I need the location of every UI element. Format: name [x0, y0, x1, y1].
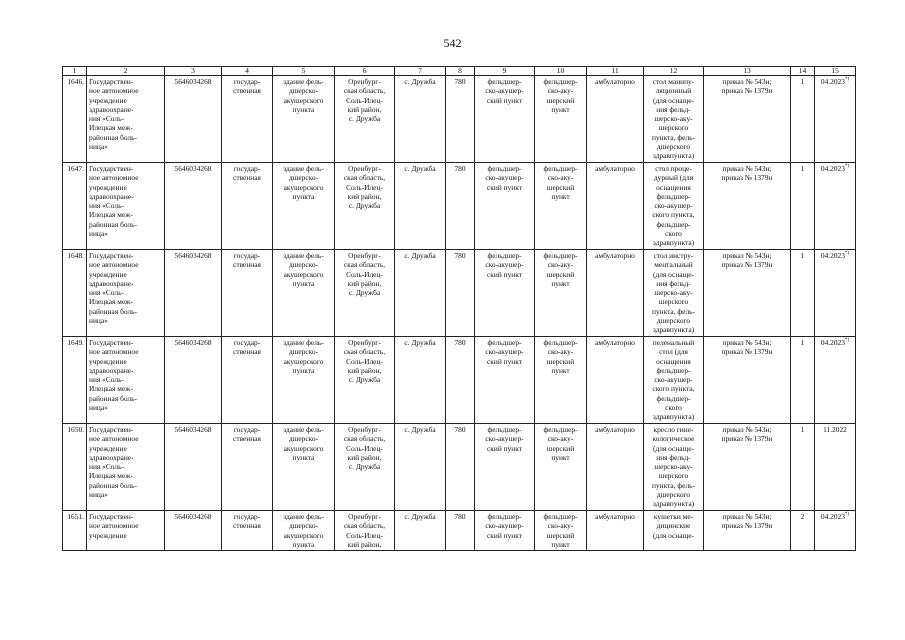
building-cell: здание фель- дшерско- акушерского пункта	[273, 163, 335, 250]
address-cell: Оренбург- ская область, Соль-Илец- кий район,	[335, 511, 395, 551]
date-value: 04.2023	[820, 512, 845, 521]
ownership-cell: государ- ственная	[222, 163, 273, 250]
facility-type-cell: фельдшер- ско-акушер- ский пункт	[475, 250, 535, 337]
inn-cell: 5646034268	[165, 511, 222, 551]
page-number: 542	[443, 36, 462, 50]
date-cell	[815, 163, 856, 250]
col-number-cell: 7	[395, 67, 446, 76]
date-value: 11.2022	[823, 425, 847, 434]
address-cell: Оренбург- ская область, Соль-Илец- кий район, с. Дружба	[335, 250, 395, 337]
unit-cell: фельдшер- ско-аку- шерский пункт	[535, 76, 587, 163]
inn-cell: 5646034268	[165, 76, 222, 163]
unit-cell: фельдшер- ско-аку- шерский пункт	[535, 511, 587, 551]
date-value: 04.2023	[820, 164, 845, 173]
row-number-cell: 1650.	[63, 424, 87, 511]
organization-cell: Государствен- ное автономное учреждение	[87, 511, 165, 551]
code-cell: 780	[446, 337, 475, 424]
inn-cell: 5646034268	[165, 337, 222, 424]
col-number-cell: 2	[87, 67, 165, 76]
date-cell	[815, 424, 856, 511]
date-value: 04.2023	[820, 77, 845, 86]
order-cell: приказ № 543н; приказ № 1379н	[704, 250, 791, 337]
quantity-cell: 1	[791, 76, 815, 163]
col-number-cell: 9	[475, 67, 535, 76]
col-number-cell: 11	[587, 67, 644, 76]
date-cell	[815, 511, 856, 551]
table-body	[63, 76, 856, 551]
ownership-cell: государ- ственная	[222, 424, 273, 511]
date-value: 04.2023	[820, 251, 845, 260]
equipment-cell: кресло гине- кологическое (для оснаще- ния фельд- шерско-аку- шерского пункта, фель- дшерского здравпункта)	[644, 424, 704, 511]
village-cell: с. Дружба	[395, 76, 446, 163]
organization-cell: Государствен- ное автономное учреждение здравоохране- ния «Соль- Илецкая меж- районная боль- ница»	[87, 424, 165, 511]
organization-cell: Государствен- ное автономное учреждение здравоохране- ния «Соль- Илецкая меж- районная боль- ница»	[87, 76, 165, 163]
code-cell: 780	[446, 76, 475, 163]
organization-cell: Государствен- ное автономное учреждение здравоохране- ния «Соль- Илецкая меж- районная боль- ница»	[87, 163, 165, 250]
ownership-cell: государ- ственная	[222, 76, 273, 163]
date-cell	[815, 76, 856, 163]
building-cell: здание фель- дшерско- акушерского пункта	[273, 250, 335, 337]
unit-cell: фельдшер- ско-аку- шерский пункт	[535, 163, 587, 250]
unit-cell: фельдшер- ско-аку- шерский пункт	[535, 250, 587, 337]
building-cell: здание фель- дшерско- акушерского пункта	[273, 424, 335, 511]
table-row	[63, 337, 856, 424]
village-cell: с. Дружба	[395, 511, 446, 551]
equipment-cell: стол манипу- ляционный (для оснаще- ния фельд- шерско-аку- шерского пункта, фель- дшерского здравпункта)	[644, 76, 704, 163]
ownership-cell: государ- ственная	[222, 250, 273, 337]
condition-cell: амбулаторно	[587, 337, 644, 424]
col-number-cell: 12	[644, 67, 704, 76]
order-cell: приказ № 543н; приказ № 1379н	[704, 163, 791, 250]
table-row	[63, 424, 856, 511]
column-number-row	[63, 67, 856, 76]
col-number-cell: 13	[704, 67, 791, 76]
quantity-cell: 1	[791, 424, 815, 511]
code-cell: 780	[446, 163, 475, 250]
order-cell: приказ № 543н; приказ № 1379н	[704, 337, 791, 424]
facility-type-cell: фельдшер- ско-акушер- ский пункт	[475, 511, 535, 551]
col-number-cell: 15	[815, 67, 856, 76]
inn-cell: 5646034268	[165, 163, 222, 250]
footnote-marker: *)	[844, 77, 850, 82]
address-cell: Оренбург- ская область, Соль-Илец- кий район, с. Дружба	[335, 337, 395, 424]
ownership-cell: государ- ственная	[222, 337, 273, 424]
code-cell: 780	[446, 424, 475, 511]
row-number-cell: 1647.	[63, 163, 87, 250]
footnote-marker: *)	[844, 338, 850, 343]
address-cell: Оренбург- ская область, Соль-Илец- кий район, с. Дружба	[335, 76, 395, 163]
facility-type-cell: фельдшер- ско-акушер- ский пункт	[475, 424, 535, 511]
code-cell: 780	[446, 511, 475, 551]
unit-cell: фельдшер- ско-аку- шерский пункт	[535, 337, 587, 424]
condition-cell: амбулаторно	[587, 250, 644, 337]
row-number-cell: 1648.	[63, 250, 87, 337]
inn-cell: 5646034268	[165, 424, 222, 511]
equipment-cell: стол инстру- ментальный (для оснаще- ния фельд- шерско-аку- шерского пункта, фель- дшерского здравпункта)	[644, 250, 704, 337]
village-cell: с. Дружба	[395, 337, 446, 424]
facility-type-cell: фельдшер- ско-акушер- ский пункт	[475, 163, 535, 250]
organization-cell: Государствен- ное автономное учреждение здравоохране- ния «Соль- Илецкая меж- районная боль- ница»	[87, 337, 165, 424]
col-number-cell: 8	[446, 67, 475, 76]
row-number-cell: 1649.	[63, 337, 87, 424]
row-number-cell: 1651.	[63, 511, 87, 551]
equipment-cell: пеленальный стол (для оснащения фельдшер- ско-акушер- ского пункта, фельдшер- ского здравпункта)	[644, 337, 704, 424]
quantity-cell: 2	[791, 511, 815, 551]
building-cell: здание фель- дшерско- акушерского пункта	[273, 76, 335, 163]
quantity-cell: 1	[791, 337, 815, 424]
equipment-cell: кушетки ме- дицинские (для оснаще-	[644, 511, 704, 551]
code-cell: 780	[446, 250, 475, 337]
date-value: 04.2023	[820, 338, 845, 347]
building-cell: здание фель- дшерско- акушерского пункта	[273, 511, 335, 551]
condition-cell: амбулаторно	[587, 511, 644, 551]
quantity-cell: 1	[791, 250, 815, 337]
col-number-cell: 3	[165, 67, 222, 76]
date-cell	[815, 337, 856, 424]
table-row	[63, 250, 856, 337]
col-number-cell: 14	[791, 67, 815, 76]
table-row	[63, 511, 856, 551]
village-cell: с. Дружба	[395, 250, 446, 337]
registry-table	[62, 66, 856, 551]
table-row	[63, 163, 856, 250]
village-cell: с. Дружба	[395, 424, 446, 511]
inn-cell: 5646034268	[165, 250, 222, 337]
organization-cell: Государствен- ное автономное учреждение здравоохране- ния «Соль- Илецкая меж- районная боль- ница»	[87, 250, 165, 337]
condition-cell: амбулаторно	[587, 76, 644, 163]
ownership-cell: государ- ственная	[222, 511, 273, 551]
building-cell: здание фель- дшерско- акушерского пункта	[273, 337, 335, 424]
footnote-marker: *)	[844, 164, 850, 169]
village-cell: с. Дружба	[395, 163, 446, 250]
row-number-cell: 1646.	[63, 76, 87, 163]
facility-type-cell: фельдшер- ско-акушер- ский пункт	[475, 337, 535, 424]
col-number-cell: 5	[273, 67, 335, 76]
order-cell: приказ № 543н; приказ № 1379н	[704, 511, 791, 551]
footnote-marker: *)	[844, 251, 850, 256]
date-cell	[815, 250, 856, 337]
order-cell: приказ № 543н; приказ № 1379н	[704, 76, 791, 163]
facility-type-cell: фельдшер- ско-акушер- ский пункт	[475, 76, 535, 163]
equipment-cell: стол проце- дурный (для оснащения фельдшер- ско-акушер- ского пункта, фельдшер- ского здравпункта)	[644, 163, 704, 250]
order-cell: приказ № 543н; приказ № 1379н	[704, 424, 791, 511]
col-number-cell: 4	[222, 67, 273, 76]
col-number-cell: 1	[63, 67, 87, 76]
unit-cell: фельдшер- ско-аку- шерский пункт	[535, 424, 587, 511]
col-number-cell: 10	[535, 67, 587, 76]
table-row	[63, 76, 856, 163]
address-cell: Оренбург- ская область, Соль-Илец- кий район, с. Дружба	[335, 424, 395, 511]
col-number-cell: 6	[335, 67, 395, 76]
address-cell: Оренбург- ская область, Соль-Илец- кий район, с. Дружба	[335, 163, 395, 250]
quantity-cell: 1	[791, 163, 815, 250]
footnote-marker: *)	[844, 512, 850, 517]
condition-cell: амбулаторно	[587, 424, 644, 511]
condition-cell: амбулаторно	[587, 163, 644, 250]
